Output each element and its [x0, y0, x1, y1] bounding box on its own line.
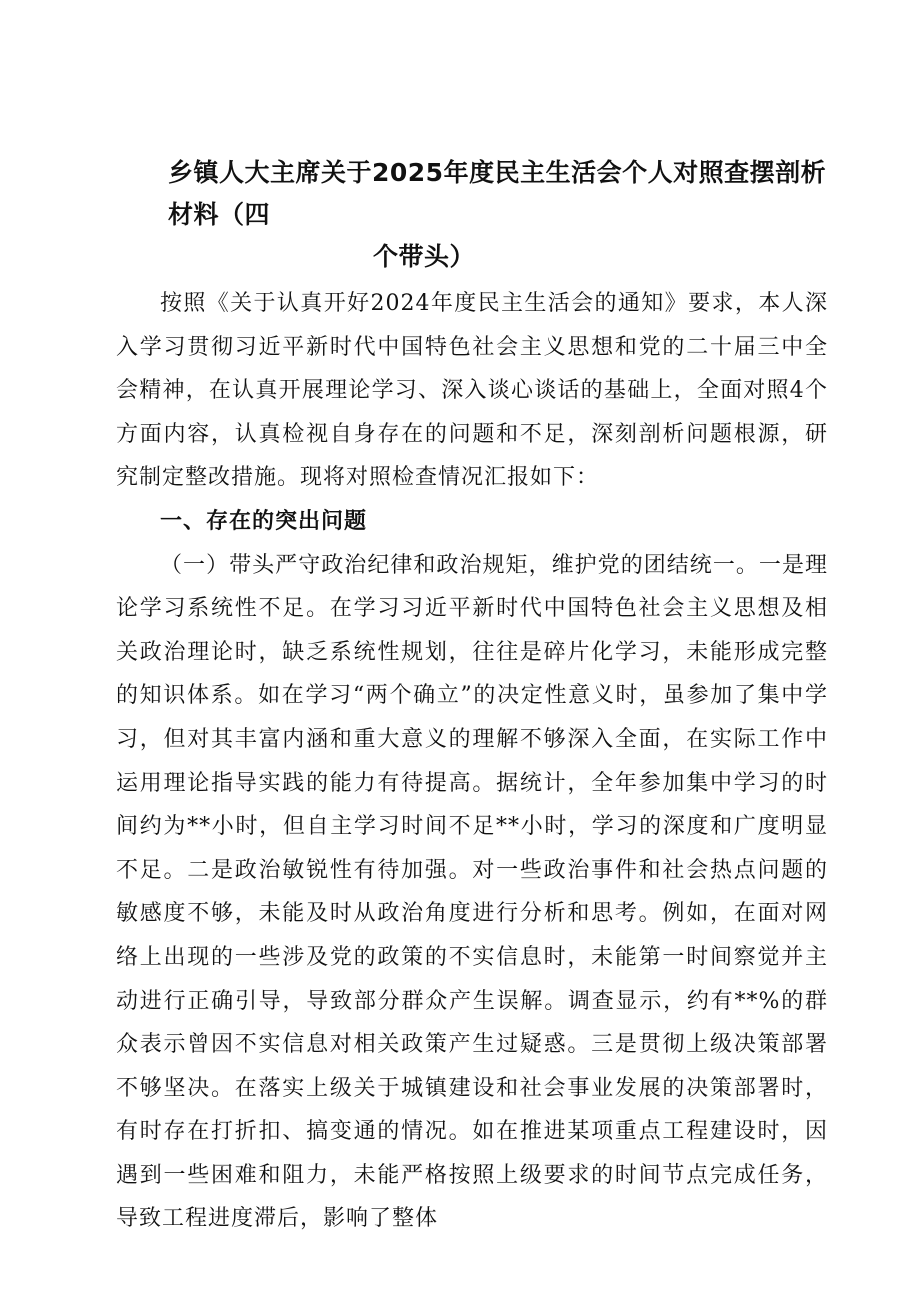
intro-paragraph: 按照《关于认真开好2024年度民主生活会的通知》要求，本人深入学习贯彻习近平新时代中国特色社会主义思想和党的二十届三中全会精神，在认真开展理论学习、深入谈心谈话的基础上，全面对照4个方面内容，认真检视自身存在的问题和不足，深刻剖析问题根源，研究制定整改措施。现将对照检查情况汇报如下： [116, 291, 828, 491]
document-title [168, 152, 838, 278]
section-heading-1: 一、存在的突出问题 [160, 508, 368, 534]
section-1-paragraph: （一）带头严守政治纪律和政治规矩，维护党的团结统一。一是理论学习系统性不足。在学习习近平新时代中国特色社会主义思想及相关政治理论时，缺乏系统性规划，往往是碎片化学习，未能形成完整的知识体系。如在学习“两个确立”的决定性意义时，虽参加了集中学习，但对其丰富内涵和重大意义的理解不够深入全面，在实际工作中运用理论指导实践的能力有待提高。据统计，全年参加集中学习的时间约为**小时，但自主学习时间不足**小时，学习的深度和广度明显不足。二是政治敏锐性有待加强。对一些政治事件和社会热点问题的敏感度不够，未能及时从政治角度进行分析和思考。例如，在面对网络上出现的一些涉及党的政策的不实信息时，未能第一时间察觉并主动进行正确引导，导致部分群众产生误解。调查显示，约有**%的群众表示曾因不实信息对相关政策产生过疑惑。三是贯彻上级决策部署不够坚决。在落实上级关于城镇建设和社会事业发展的决策部署时，有时存在打折扣、搞变通的情况。如在推进某项重点工程建设时，因遇到一些困难和阻力，未能严格按照上级要求的时间节点完成任务，导致工程进度滞后，影响了整体 [116, 552, 828, 1232]
document-body [116, 282, 828, 1241]
title-line-1: 乡镇人大主席关于2025年度民主生活会个人对照查摆剖析材料（四 [168, 158, 827, 229]
title-line-2: 个带头） [373, 242, 476, 271]
